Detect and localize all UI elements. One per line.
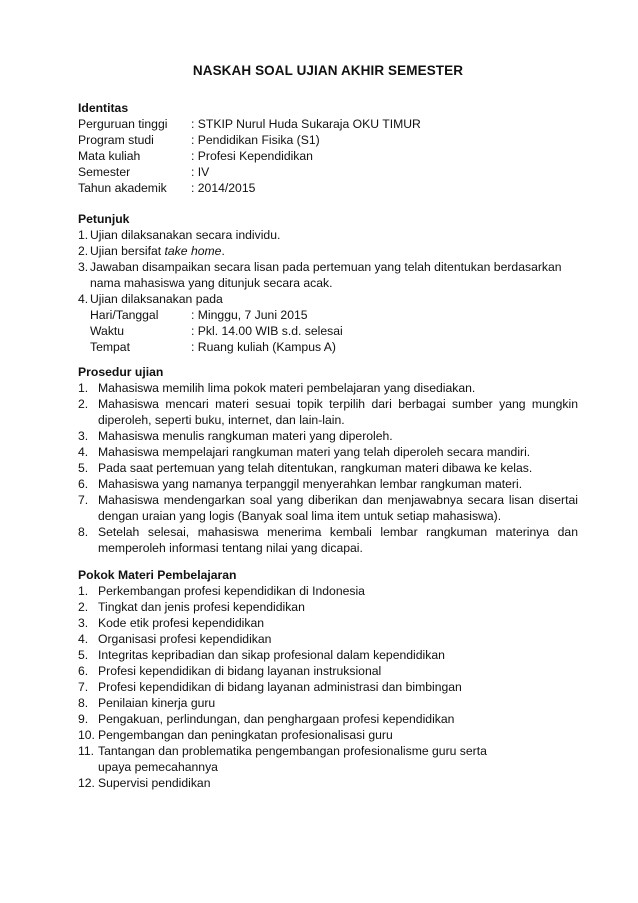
list-text: Mahasiswa memilih lima pokok materi pembelajaran yang disediakan. xyxy=(98,381,476,395)
list-text: Mahasiswa yang namanya terpanggil menyerahkan lembar rangkuman materi. xyxy=(98,477,523,491)
list-item xyxy=(78,615,578,631)
prosedur-heading: Prosedur ujian xyxy=(78,365,164,379)
identitas-row xyxy=(78,116,421,132)
identitas-value: : IV xyxy=(191,165,210,179)
list-number: 6. xyxy=(78,477,89,491)
list-text: Supervisi pendidikan xyxy=(98,776,211,790)
list-item xyxy=(78,743,578,775)
list-number: 3. xyxy=(78,429,89,443)
list-item xyxy=(78,711,578,727)
list-item xyxy=(78,663,578,679)
list-item xyxy=(78,647,578,663)
list-number: 3. xyxy=(78,260,89,274)
list-text: Pengembangan dan peningkatan profesionalisasi guru xyxy=(98,728,393,742)
identitas-row xyxy=(78,180,255,196)
list-text-part: . xyxy=(221,244,225,258)
list-number: 1. xyxy=(78,381,89,395)
identitas-label: Tahun akademik xyxy=(78,181,167,195)
list-text: Perkembangan profesi kependidikan di Indonesia xyxy=(98,584,365,598)
list-text: Pengakuan, perlindungan, dan penghargaan profesi kependidikan xyxy=(98,712,455,726)
document-title: NASKAH SOAL UJIAN AKHIR SEMESTER xyxy=(192,63,464,78)
identitas-label: Mata kuliah xyxy=(78,149,141,163)
list-text: Ujian dilaksanakan secara individu. xyxy=(90,228,281,242)
list-number: 6. xyxy=(78,664,89,678)
list-item xyxy=(78,599,578,615)
list-text: Ujian dilaksanakan pada xyxy=(90,292,223,306)
schedule-row xyxy=(90,339,578,355)
list-text-italic: take home xyxy=(164,244,222,258)
list-item xyxy=(78,396,578,428)
list-text: Pada saat pertemuan yang telah ditentukan, rangkuman materi dibawa ke kelas. xyxy=(98,461,533,475)
schedule-label: Tempat xyxy=(90,340,130,354)
list-number: 3. xyxy=(78,616,89,630)
schedule-label: Waktu xyxy=(90,324,125,338)
list-item xyxy=(78,583,578,599)
list-item xyxy=(78,291,578,355)
list-item xyxy=(78,227,578,243)
schedule-value: : Minggu, 7 Juni 2015 xyxy=(191,308,308,322)
identitas-value: : 2014/2015 xyxy=(191,181,256,195)
list-item xyxy=(78,524,578,556)
schedule-row xyxy=(90,307,578,323)
list-item xyxy=(78,727,578,743)
list-text: Organisasi profesi kependidikan xyxy=(98,632,272,646)
list-number: 10. xyxy=(78,728,95,742)
list-item xyxy=(78,631,578,647)
list-text: Mahasiswa mempelajari rangkuman materi yang telah diperoleh secara mandiri. xyxy=(98,445,531,459)
list-number: 2. xyxy=(78,244,89,258)
list-text: Tingkat dan jenis profesi kependidikan xyxy=(98,600,305,614)
list-text xyxy=(90,244,225,258)
list-number: 7. xyxy=(78,493,89,507)
prosedur-list xyxy=(78,380,578,556)
list-number: 8. xyxy=(78,696,89,710)
list-text: Setelah selesai, mahasiswa menerima kembali lembar rangkuman materinya dan memperoleh informasi tentang nilai yang dicapai. xyxy=(98,525,578,555)
list-item xyxy=(78,695,578,711)
list-item xyxy=(78,259,578,291)
list-text: Mahasiswa menulis rangkuman materi yang diperoleh. xyxy=(98,429,393,443)
list-text: Kode etik profesi kependidikan xyxy=(98,616,264,630)
identitas-value: : STKIP Nurul Huda Sukaraja OKU TIMUR xyxy=(191,117,421,131)
list-text: Penilaian kinerja guru xyxy=(98,696,216,710)
list-text: Profesi kependidikan di bidang layanan administrasi dan bimbingan xyxy=(98,680,462,694)
list-number: 1. xyxy=(78,228,89,242)
identitas-label: Program studi xyxy=(78,133,154,147)
list-item xyxy=(78,775,578,791)
schedule-value: : Pkl. 14.00 WIB s.d. selesai xyxy=(191,324,343,338)
schedule-value: : Ruang kuliah (Kampus A) xyxy=(191,340,336,354)
identitas-value: : Pendidikan Fisika (S1) xyxy=(191,133,320,147)
list-text-part: Ujian bersifat xyxy=(90,244,165,258)
schedule-row xyxy=(90,323,578,339)
identitas-value: : Profesi Kependidikan xyxy=(191,149,313,163)
list-item xyxy=(78,243,578,259)
list-number: 1. xyxy=(78,584,89,598)
list-number: 9. xyxy=(78,712,89,726)
list-item xyxy=(78,476,578,492)
identitas-heading: Identitas xyxy=(78,101,129,115)
schedule-label: Hari/Tanggal xyxy=(90,308,159,322)
identitas-row xyxy=(78,132,320,148)
list-number: 7. xyxy=(78,680,89,694)
list-number: 12. xyxy=(78,776,95,790)
list-number: 2. xyxy=(78,600,89,614)
identitas-row xyxy=(78,148,313,164)
pokok-heading: Pokok Materi Pembelajaran xyxy=(78,568,237,582)
list-number: 4. xyxy=(78,445,89,459)
list-text: Jawaban disampaikan secara lisan pada pertemuan yang telah ditentukan berdasarkan nama mahasiswa yang ditunjuk secara acak. xyxy=(90,260,562,290)
identitas-label: Semester xyxy=(78,165,131,179)
list-number: 8. xyxy=(78,525,89,539)
list-number: 11. xyxy=(78,744,95,758)
list-number: 2. xyxy=(78,397,89,411)
pokok-list xyxy=(78,583,578,791)
petunjuk-heading: Petunjuk xyxy=(78,212,130,226)
identitas-row xyxy=(78,164,209,180)
list-text: Mahasiswa mencari materi sesuai topik terpilih dari berbagai sumber yang mungkin diperoleh, seperti buku, internet, dan lain-lain. xyxy=(98,397,578,427)
list-number: 5. xyxy=(78,648,89,662)
list-item xyxy=(78,679,578,695)
petunjuk-list xyxy=(78,227,578,355)
list-number: 4. xyxy=(78,632,89,646)
list-item xyxy=(78,428,578,444)
list-text: Integritas kepribadian dan sikap profesional dalam kependidikan xyxy=(98,648,445,662)
list-number: 4. xyxy=(78,292,89,306)
list-item xyxy=(78,492,578,524)
identitas-label: Perguruan tinggi xyxy=(78,117,168,131)
list-number: 5. xyxy=(78,461,89,475)
list-item xyxy=(78,380,578,396)
list-text: Tantangan dan problematika pengembangan profesionalisme guru serta upaya pemecahannya xyxy=(98,744,487,774)
list-text: Profesi kependidikan di bidang layanan instruksional xyxy=(98,664,382,678)
list-text: Mahasiswa mendengarkan soal yang diberikan dan menjawabnya secara lisan disertai dengan uraian yang logis (Banyak soal lima item untuk setiap mahasiswa). xyxy=(98,493,578,523)
list-item xyxy=(78,444,578,460)
list-item xyxy=(78,460,578,476)
